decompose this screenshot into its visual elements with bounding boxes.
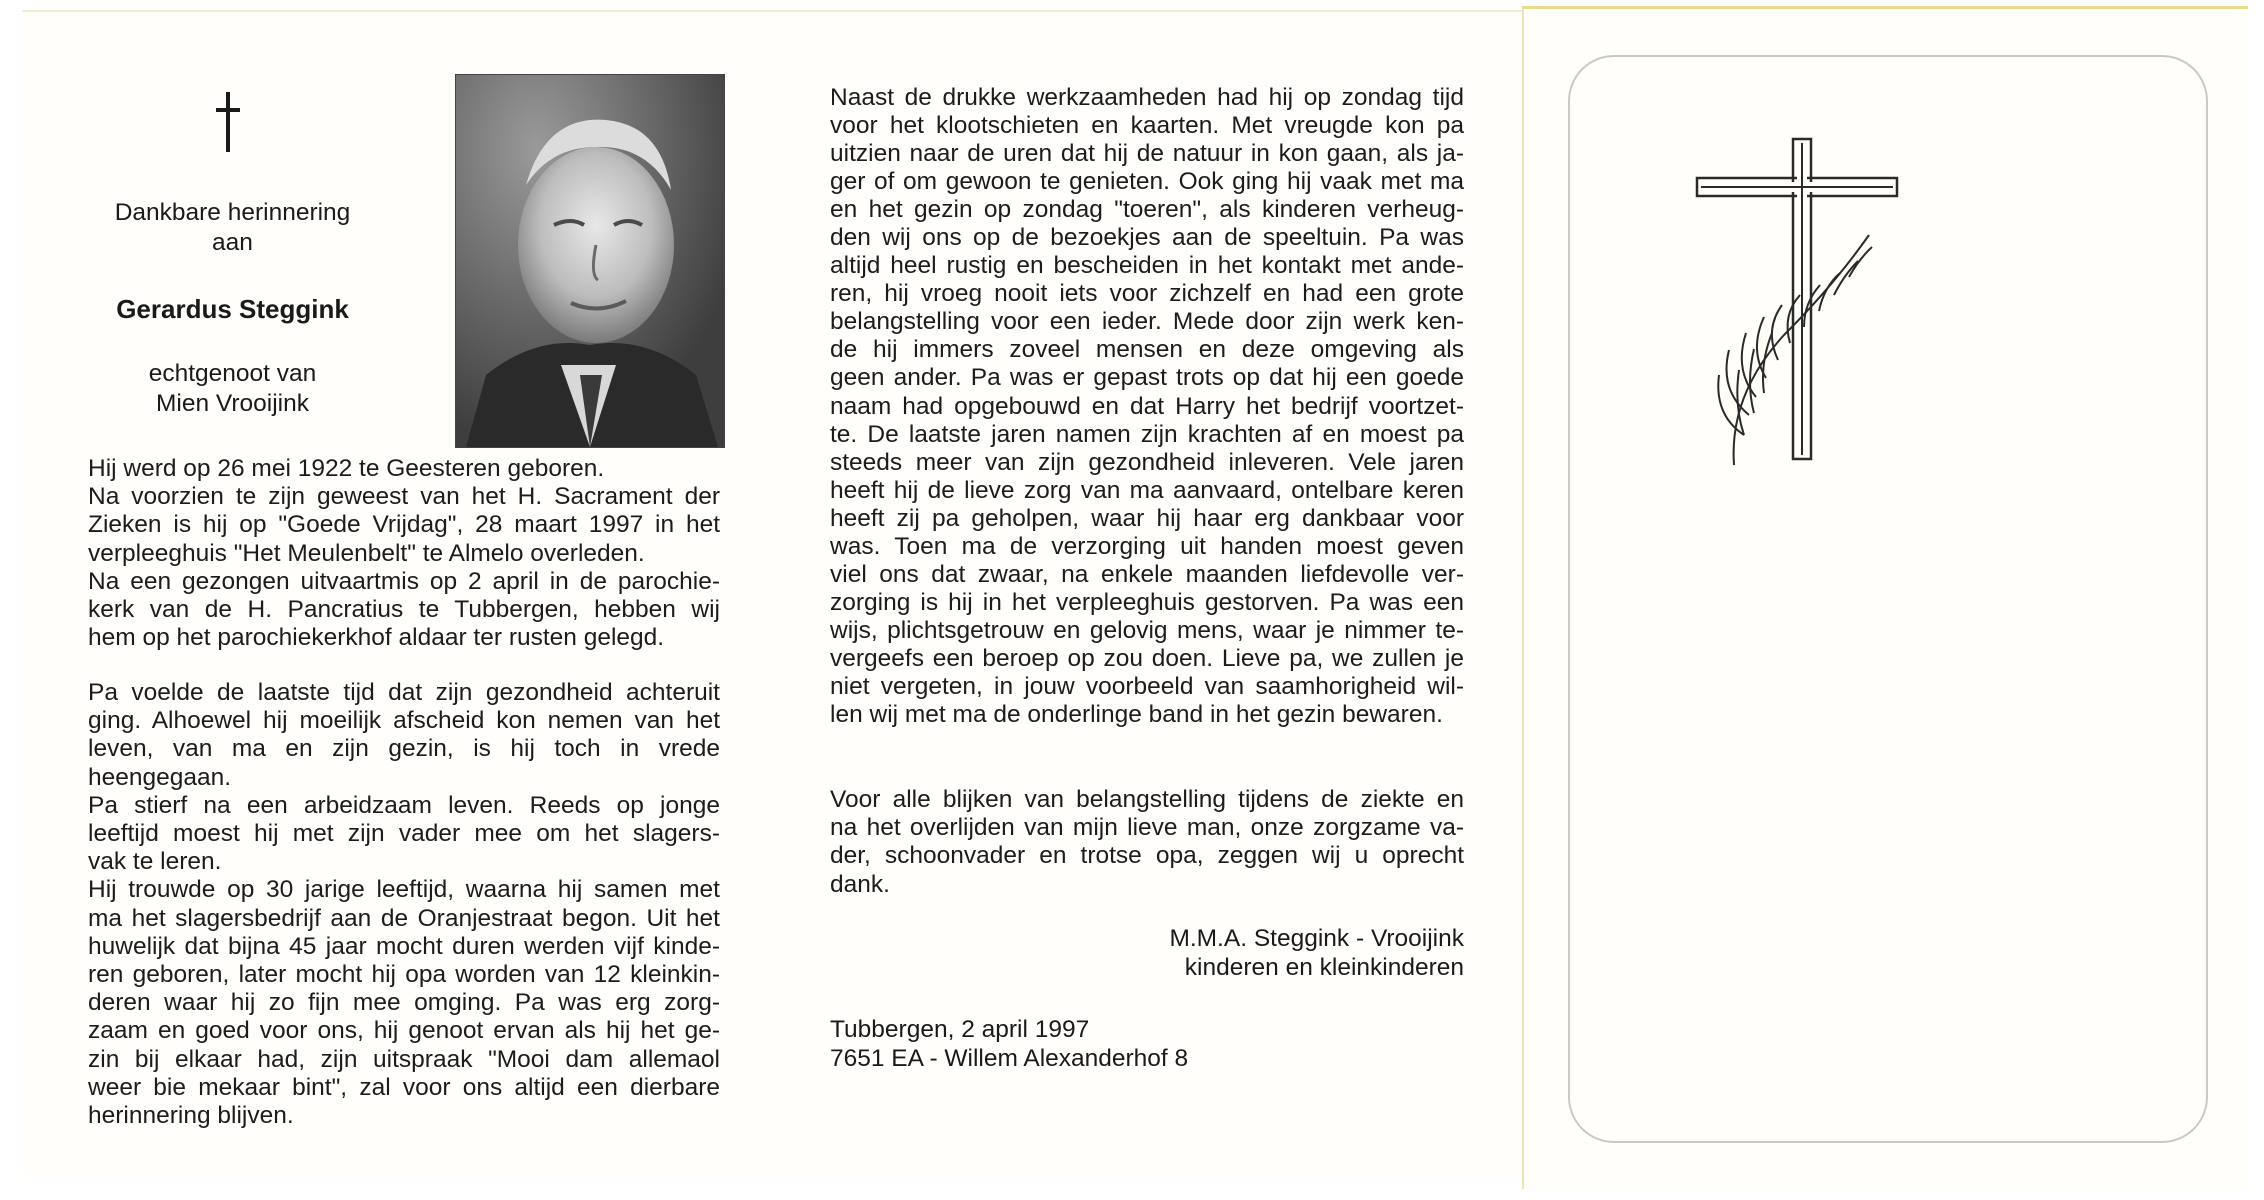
place-date-block: [830, 1015, 1330, 1073]
memorial-card-front: [1522, 6, 2248, 1189]
text-line: Hij werd op 26 mei 1922 te Geesteren geboren.: [88, 455, 605, 482]
text-line: naam had opgebouwd en dat Harry het bedrijf voortzet-: [830, 392, 1464, 420]
text-line: hem op het parochiekerkhof aldaar ter rusten gelegd.: [88, 624, 665, 652]
text-line: Na een gezongen uitvaartmis op 2 april in de parochie-: [88, 567, 720, 595]
portrait-photo: [455, 74, 725, 448]
text-line: heeft hij de lieve zorg van ma aanvaard, ontelbare keren: [830, 476, 1464, 504]
cross-with-palm-branch-icon: [1694, 135, 1924, 475]
text-line: zaam en goed voor ons, hij genoot ervan als hij het ge-: [88, 1017, 720, 1045]
portrait-photo-image: [456, 75, 724, 447]
text-line: voor het klootschieten en kaarten. Met vreugde kon pa: [830, 112, 1464, 140]
text-line: ren geboren, later mocht hij opa worden van 12 kleinkin-: [88, 961, 720, 989]
text-line: niet vergeten, in jouw voorbeeld van saamhorigheid wil-: [830, 672, 1464, 700]
spouse-name: Mien Vrooijink: [156, 390, 309, 417]
text-line: zorging is hij in het verpleeghuis gestorven. Pa was een: [830, 588, 1464, 616]
text-line: altijd heel rustig en bescheiden in het kontakt met ande-: [830, 252, 1464, 280]
text-line: geen ander. Pa was er gepast trots op dat hij een goede: [830, 364, 1464, 392]
text-line: vergeefs een beroep op zou doen. Lieve pa, we zullen je: [830, 644, 1464, 672]
text-line: wijs, plichtsgetrouw en gelovig mens, waar je nimmer te-: [830, 616, 1464, 644]
text-line: len wij met ma de onderlinge band in het gezin bewaren.: [830, 701, 1443, 729]
text-line: Pa stierf na een arbeidzaam leven. Reeds op jonge: [88, 791, 720, 819]
text-line: den wij ons op de bezoekjes aan de speeltuin. Pa was: [830, 224, 1464, 252]
intro-line-2: aan: [212, 229, 253, 256]
text-line: ging. Alhoewel hij moeilijk afscheid kon nemen van het: [88, 707, 720, 735]
text-line: na het overlijden van mijn lieve man, onze zorgzame va-: [830, 814, 1464, 842]
text-line: Zieken is hij op "Goede Vrijdag", 28 maart 1997 in het: [88, 511, 720, 539]
signature-block: [1060, 925, 1464, 982]
text-line: leven, van ma en zijn gezin, is hij toch in vrede heengegaan.: [88, 735, 720, 791]
biography-paragraph-3: [830, 84, 1464, 729]
text-line: ma het slagersbedrijf aan de Oranjestraat begon. Uit het: [88, 904, 720, 932]
intro-line-1: Dankbare herinnering: [114, 199, 351, 226]
text-line: der, schoonvader en trotse opa, zeggen wij u oprecht: [830, 842, 1464, 870]
address: 7651 EA - Willem Alexanderhof 8: [830, 1045, 1189, 1072]
deceased-name: Gerardus Steggink: [116, 294, 349, 324]
text-line: Voor alle blijken van belangstelling tijdens de ziekte en: [830, 786, 1464, 813]
text-line: ger of om gewoon te genieten. Ook ging hij vaak met ma: [830, 168, 1464, 196]
text-line: kerk van de H. Pancratius te Tubbergen, hebben wij: [88, 596, 720, 624]
signature-line-2: kinderen en kleinkinderen: [1184, 953, 1464, 981]
text-line: viel ons dat zwaar, na enkele maanden liefdevolle ver-: [830, 560, 1464, 588]
text-line: de hij immers zoveel mensen en deze omgeving als: [830, 336, 1464, 364]
place-date: Tubbergen, 2 april 1997: [830, 1016, 1090, 1043]
text-line: vak te leren.: [88, 848, 222, 876]
biography-paragraph-2: [88, 679, 720, 1130]
spouse-label: echtgenoot van: [148, 360, 317, 387]
text-line: Na voorzien te zijn geweest van het H. Sacrament der: [88, 483, 720, 511]
dedication-block: [90, 198, 375, 258]
text-line: weer bie mekaar bint", zal voor ons altijd een dierbare: [88, 1073, 720, 1101]
biography-paragraph-1: [88, 455, 720, 652]
signature-line-1: M.M.A. Steggink - Vrooijink: [1169, 925, 1464, 952]
text-line: zin bij elkaar had, zijn uitspraak "Mooi dam allemaol: [88, 1045, 720, 1073]
small-cross-icon: [208, 90, 248, 154]
text-line: te. De laatste jaren namen zijn krachten af en moest pa: [830, 420, 1464, 448]
text-line: heeft zij pa geholpen, waar hij haar erg dankbaar voor: [830, 504, 1464, 532]
text-line: herinnering blijven.: [88, 1102, 294, 1130]
text-line: Hij trouwde op 30 jarige leeftijd, waarna hij samen met: [88, 876, 720, 904]
text-line: belangstelling voor een ieder. Mede door zijn werk ken-: [830, 308, 1464, 336]
text-line: en het gezin op zondag "toeren", als kinderen verheug-: [830, 196, 1464, 224]
text-line: uitzien naar de uren dat hij de natuur in kon gaan, als ja-: [830, 140, 1464, 168]
text-line: leeftijd moest hij met zijn vader mee om het slagers-: [88, 820, 720, 848]
spouse-block: [90, 359, 375, 419]
text-line: was. Toen ma de verzorging uit handen moest geven: [830, 532, 1464, 560]
text-line: verpleeghuis "Het Meulenbelt" te Almelo overleden.: [88, 539, 645, 567]
text-line: Pa voelde de laatste tijd dat zijn gezondheid achteruit: [88, 679, 720, 706]
text-line: dank.: [830, 870, 890, 898]
text-line: huwelijk dat bijna 45 jaar mocht duren werden vijf kinde-: [88, 932, 720, 960]
text-line: deren waar hij zo fijn mee omging. Pa was erg zorg-: [88, 989, 720, 1017]
text-line: Naast de drukke werkzaamheden had hij op zondag tijd: [830, 84, 1464, 111]
text-line: steeds meer van zijn gezondheid inleveren. Vele jaren: [830, 448, 1464, 476]
thanks-paragraph: [830, 786, 1464, 899]
text-line: ren, hij vroeg nooit iets voor zichzelf en had een grote: [830, 280, 1464, 308]
